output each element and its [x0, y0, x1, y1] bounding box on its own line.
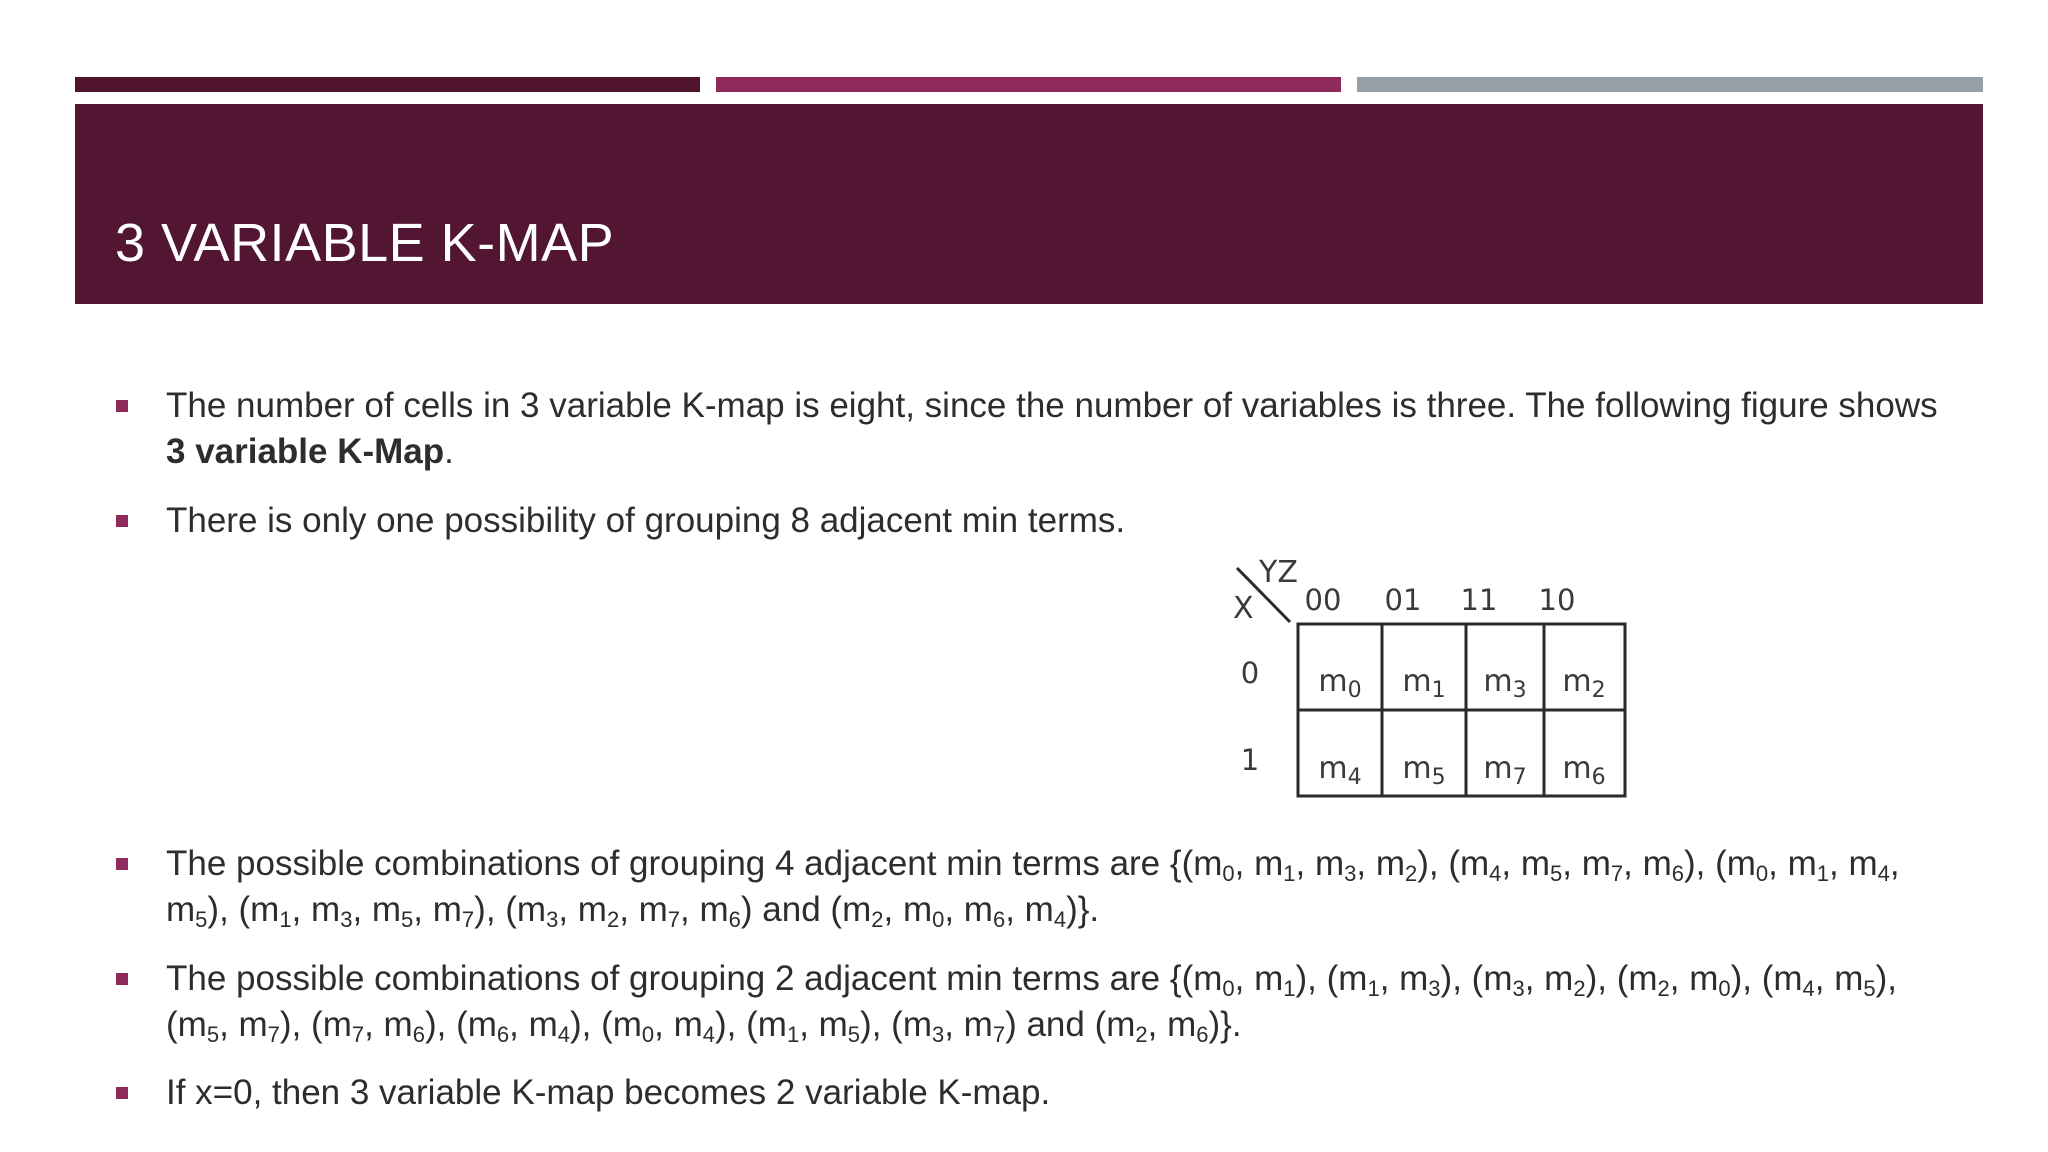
minterm: $m_0$ [1689, 959, 1731, 1001]
bullet-prefix: The possible combinations of grouping 4 adjacent min terms are [166, 844, 1161, 883]
minterm: $m_4$ [673, 1005, 716, 1047]
minterm: $m_6$ [963, 890, 1006, 932]
minterm: $m_4$ [1848, 844, 1890, 886]
kmap-cell: $m_5$ [1402, 751, 1446, 790]
minterm: $m_5$ [166, 890, 208, 932]
minterm: $m_4$ [1773, 959, 1815, 1001]
bullet-marker [116, 973, 128, 985]
kmap-col-header: 10 [1538, 583, 1576, 617]
bullet-marker [116, 858, 128, 870]
kmap-col-header: 00 [1304, 583, 1342, 617]
bullet-two-groups [166, 956, 1966, 1048]
bullet-text-end: . [444, 432, 454, 471]
bullet-text: If x=0, then 3 variable K-map becomes 2 variable K-map. [166, 1073, 1051, 1112]
minterm: $m_3$ [516, 890, 559, 932]
bullet-prefix: The possible combinations of grouping 2 adjacent min terms are [166, 959, 1161, 998]
minterm: $m_7$ [322, 1005, 365, 1047]
minterm: $m_1$ [1787, 844, 1830, 886]
minterm: $m_3$ [1314, 844, 1357, 886]
minterm: $m_7$ [963, 1005, 1006, 1047]
kmap-cell: $m_7$ [1483, 751, 1527, 790]
minterm: $m_1$ [1338, 959, 1380, 1001]
kmap-figure [1225, 550, 1645, 805]
minterm: $m_0$ [902, 890, 945, 932]
minterm: $m_1$ [1254, 959, 1296, 1001]
minterm: $m_0$ [612, 1005, 655, 1047]
bullet-marker [116, 1087, 128, 1099]
minterm: $m_4$ [528, 1005, 570, 1047]
minterm: $m_6$ [467, 1005, 510, 1047]
minterm: $m_5$ [371, 890, 414, 932]
minterm: $m_1$ [1254, 844, 1296, 886]
minterm: $m_4$ [1024, 890, 1067, 932]
kmap-row-header: 1 [1240, 743, 1260, 777]
group-list-two: {($m_0$, $m_1$), ($m_1$, $m_3$), ($m_3$, $m_2$), ($m_2$, $m_0$), ($m_4$, $m_5$), ($m_5$, $m_7$), ($m_7$, $m_6$), ($m_6$, $m_4$), ($m_0$, $m_4$), ($m_1$, $m_5$), ($m_3$, $m_7$) and ($m_2$, $m_6$)}. [166, 959, 1898, 1047]
minterm: $m_3$ [902, 1005, 945, 1047]
kmap-cell: $m_2$ [1562, 664, 1606, 703]
minterm: $m_5$ [177, 1005, 220, 1047]
kmap-row-var: X [1233, 591, 1254, 626]
bullet-bold-text: 3 variable K-Map [166, 432, 445, 471]
kmap-row-header: 0 [1240, 656, 1260, 690]
bullet-four-groups [166, 841, 1966, 933]
minterm: $m_0$ [1193, 959, 1235, 1001]
minterm: $m_7$ [432, 890, 475, 932]
kmap-cell: $m_3$ [1483, 664, 1527, 703]
minterm: $m_1$ [757, 1005, 800, 1047]
kmap-cells [1318, 664, 1605, 790]
kmap-col-headers [1305, 583, 1576, 617]
minterm: $m_6$ [1167, 1005, 1209, 1047]
minterm: $m_3$ [1399, 959, 1441, 1001]
bullet-marker [116, 400, 128, 412]
minterm: $m_7$ [638, 890, 681, 932]
kmap-col-header: 11 [1460, 583, 1498, 617]
group-list-four: {($m_0$, $m_1$, $m_3$, $m_2$), ($m_4$, $m_5$, $m_7$, $m_6$), ($m_0$, $m_1$, $m_4$, $m_5$), ($m_1$, $m_3$, $m_5$, $m_7$), ($m_3$, $m_2$, $m_7$, $m_6$) and ($m_2$, $m_0$, $m_6$, $m_4$)}. [166, 844, 1900, 932]
minterm: $m_1$ [250, 890, 292, 932]
minterm: $m_4$ [1460, 844, 1502, 886]
minterm: $m_2$ [842, 890, 884, 932]
slide-title: 3 VARIABLE K-MAP [115, 213, 615, 273]
minterm: $m_2$ [1544, 959, 1586, 1001]
bullet-text: The number of cells in 3 variable K-map is eight, since the number of variables is three. The following figure shows [166, 386, 1938, 425]
kmap-col-var: YZ [1259, 555, 1298, 590]
minterm: $m_2$ [1375, 844, 1418, 886]
minterm: $m_7$ [238, 1005, 280, 1047]
bullet-cell-count [166, 383, 1966, 475]
minterm: $m_3$ [1483, 959, 1525, 1001]
minterm: $m_2$ [577, 890, 620, 932]
minterm: $m_2$ [1628, 959, 1670, 1001]
minterm: $m_7$ [1581, 844, 1624, 886]
minterm: $m_5$ [1520, 844, 1563, 886]
kmap-col-header: 01 [1384, 583, 1422, 617]
bullet-x-zero [166, 1070, 1966, 1116]
kmap-row-headers [1241, 656, 1259, 777]
minterm: $m_6$ [383, 1005, 425, 1047]
minterm: $m_3$ [311, 890, 353, 932]
kmap-cell: $m_6$ [1562, 751, 1606, 790]
kmap-cell: $m_0$ [1318, 664, 1362, 703]
kmap-cell: $m_1$ [1402, 664, 1446, 703]
bullet-text: There is only one possibility of grouping 8 adjacent min terms. [166, 501, 1126, 540]
minterm: $m_0$ [1193, 844, 1235, 886]
minterm: $m_5$ [818, 1005, 861, 1047]
minterm: $m_6$ [1642, 844, 1684, 886]
minterm: $m_0$ [1726, 844, 1769, 886]
bullet-marker [116, 515, 128, 527]
bullet-eight-group [166, 498, 1966, 544]
minterm: $m_6$ [699, 890, 741, 932]
minterm: $m_2$ [1106, 1005, 1148, 1047]
minterm: $m_5$ [1834, 959, 1876, 1001]
kmap-cell: $m_4$ [1318, 751, 1362, 790]
